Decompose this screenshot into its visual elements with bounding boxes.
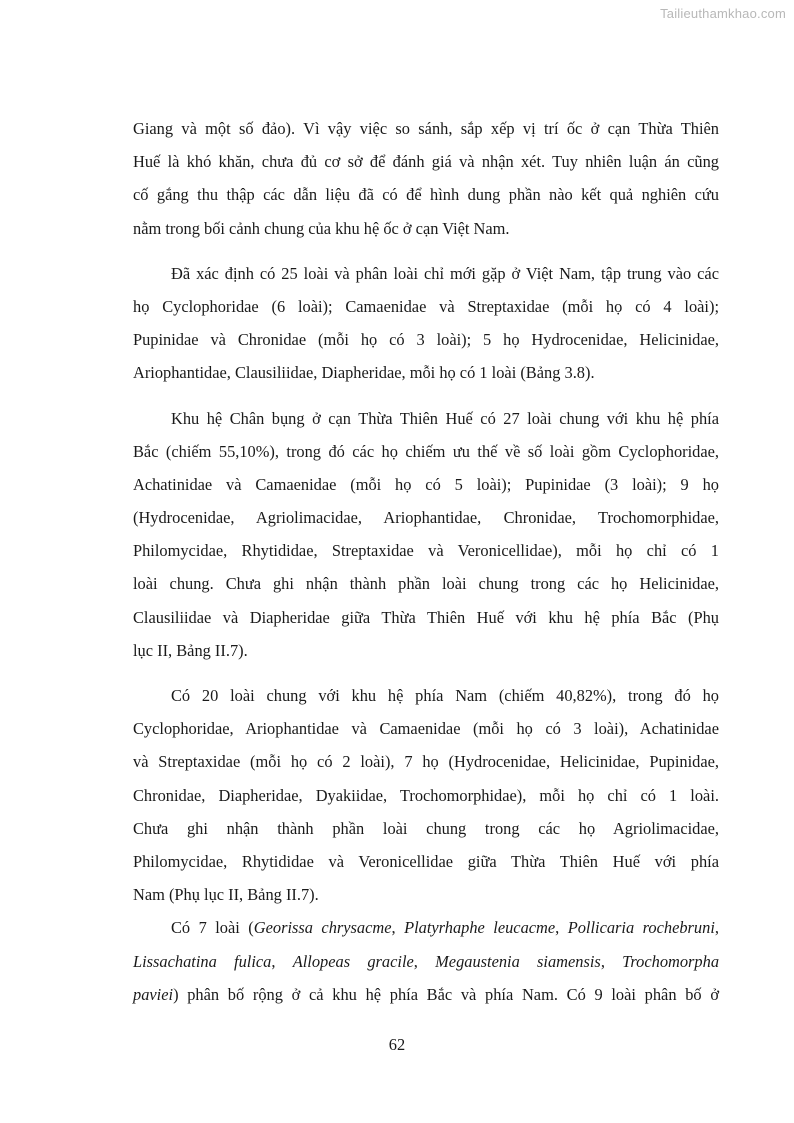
text-line: Chronidae, Diapheridae, Dyakiidae, Trochomorphidae), mỗi họ chỉ có 1 loài. — [133, 785, 719, 805]
watermark: Tailieuthamkhao.com — [660, 6, 786, 21]
page-body — [133, 112, 719, 1011]
text-line: loài chung. Chưa ghi nhận thành phần loài chung trong các họ Helicinidae, — [133, 574, 719, 594]
species-name: Lissachatina fulica — [133, 951, 272, 971]
text-line: Philomycidae, Rhytididae, Streptaxidae và Veronicellidae), mỗi họ chỉ có 1 — [133, 541, 719, 561]
text-run: , — [555, 918, 568, 938]
species-name: Platyrhaphe leucacme — [404, 918, 556, 938]
paragraph-1 — [133, 112, 719, 245]
text-line — [133, 978, 719, 1011]
paragraph-3 — [133, 402, 719, 668]
species-name: Georissa chrysacme — [253, 918, 392, 938]
text-line — [133, 911, 719, 944]
text-line: Ariophantidae, Clausiliidae, Diapheridae, mỗi họ có 1 loài (Bảng 3.8). — [133, 363, 595, 383]
text-line: cố gắng thu thập các dẫn liệu đã có để hình dung phần nào kết quả nghiên cứu — [133, 185, 719, 205]
paragraph-4 — [133, 679, 719, 911]
text-run: Có 7 loài ( — [171, 918, 254, 938]
species-name: Trochomorpha — [622, 951, 720, 971]
text-line: lục II, Bảng II.7). — [133, 640, 248, 660]
paragraph-2 — [133, 257, 719, 390]
text-line: Chưa ghi nhận thành phần loài chung trong các họ Agriolimacidae, — [133, 818, 719, 838]
text-run: , — [271, 951, 293, 971]
species-name: Allopeas gracile — [292, 951, 414, 971]
text-line: họ Cyclophoridae (6 loài); Camaenidae và Streptaxidae (mỗi họ có 4 loài); — [133, 296, 719, 316]
text-line: (Hydrocenidae, Agriolimacidae, Ariophantidae, Chronidae, Trochomorphidae, — [133, 508, 719, 528]
page-number: 62 — [388, 1035, 406, 1054]
text-run: , — [600, 951, 623, 971]
text-run: , — [714, 918, 719, 938]
text-line: và Streptaxidae (mỗi họ có 2 loài), 7 họ (Hydrocenidae, Helicinidae, Pupinidae, — [133, 752, 719, 772]
text-line: Bắc (chiếm 55,10%), trong đó các họ chiếm ưu thế về số loài gồm Cyclophoridae, — [133, 441, 719, 461]
text-line: Huế là khó khăn, chưa đủ cơ sở để đánh giá và nhận xét. Tuy nhiên luận án cũng — [133, 152, 719, 172]
text-line: Clausiliidae và Diapheridae giữa Thừa Thiên Huế với khu hệ phía Bắc (Phụ — [133, 607, 719, 627]
species-name: paviei — [133, 984, 174, 1004]
text-line: Cyclophoridae, Ariophantidae và Camaenidae (mỗi họ có 3 loài), Achatinidae — [133, 719, 719, 739]
text-line: Nam (Phụ lục II, Bảng II.7). — [133, 885, 319, 905]
text-run: , — [413, 951, 436, 971]
species-name: Megaustenia siamensis — [435, 951, 601, 971]
species-name: Pollicaria rochebruni — [567, 918, 715, 938]
paragraph-5 — [133, 911, 719, 1011]
text-run: ) phân bố rộng ở cả khu hệ phía Bắc và phía Nam. Có 9 loài phân bố ở — [173, 984, 719, 1004]
text-line: Philomycidae, Rhytididae và Veronicellidae giữa Thừa Thiên Huế với phía — [133, 851, 719, 871]
text-line: Có 20 loài chung với khu hệ phía Nam (chiếm 40,82%), trong đó họ — [171, 686, 719, 705]
text-line: Khu hệ Chân bụng ở cạn Thừa Thiên Huế có 27 loài chung với khu hệ phía — [171, 408, 719, 428]
text-line: Pupinidae và Chronidae (mỗi họ có 3 loài); 5 họ Hydrocenidae, Helicinidae, — [133, 330, 719, 350]
text-line: Achatinidae và Camaenidae (mỗi họ có 5 loài); Pupinidae (3 loài); 9 họ — [133, 474, 719, 494]
text-line: nằm trong bối cảnh chung của khu hệ ốc ở cạn Việt Nam. — [133, 218, 510, 238]
text-line — [133, 945, 719, 978]
text-line: Đã xác định có 25 loài và phân loài chỉ mới gặp ở Việt Nam, tập trung vào các — [171, 263, 719, 283]
text-line: Giang và một số đảo). Vì vậy việc so sánh, sắp xếp vị trí ốc ở cạn Thừa Thiên — [133, 119, 719, 138]
text-run: , — [391, 918, 405, 938]
